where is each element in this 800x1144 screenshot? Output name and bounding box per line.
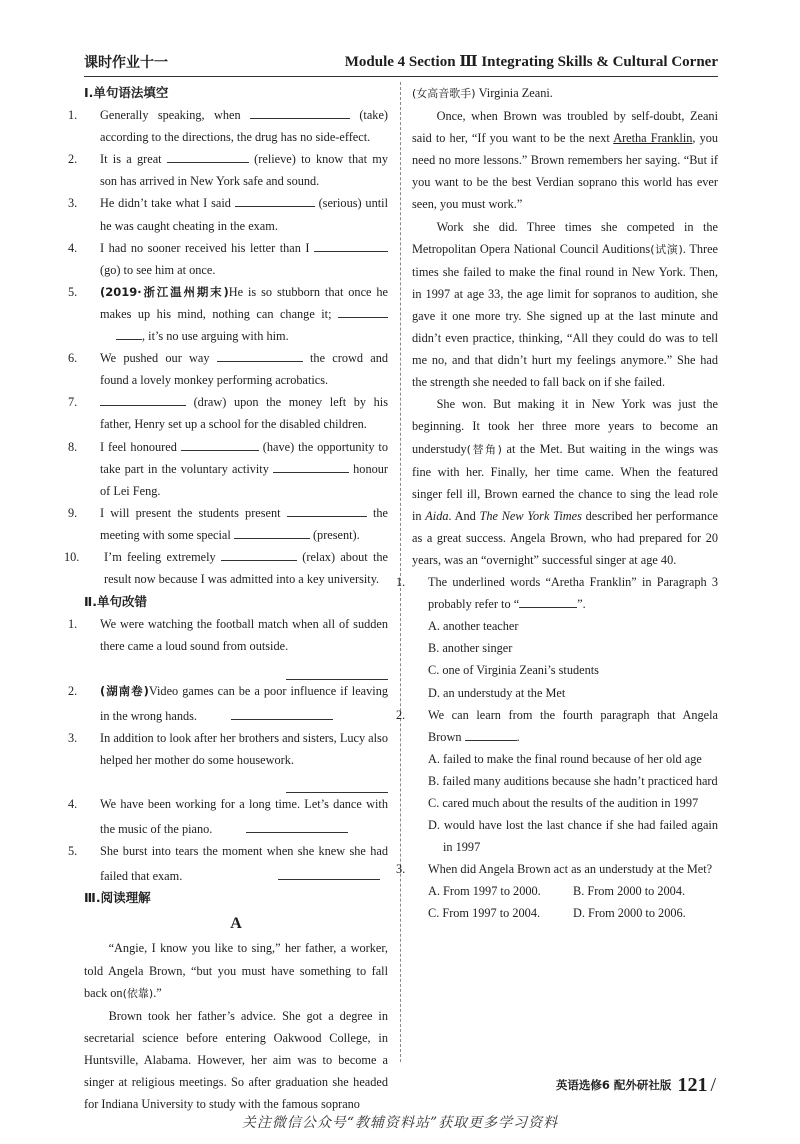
answer-line[interactable] [286, 657, 388, 679]
answer-blank[interactable] [234, 525, 310, 539]
question-number: 3. [396, 862, 406, 877]
answer-blank[interactable] [314, 238, 388, 252]
text-run: described her performance as a great success. Angela Brown, who had prepared for 20 years, was an “overnight” successful singer at age 40. [412, 508, 718, 567]
answer-line[interactable] [286, 771, 388, 793]
option-d[interactable]: D. would have lost the last chance if she had failed again in 1997 [428, 818, 718, 855]
text-run: . And [448, 508, 480, 523]
correction-question-2: 2. (湖南卷)Video games can be a poor influence if leaving in the wrong hands. [68, 683, 388, 723]
text-run: , you need no more lessons.” Brown remembers her saying. “But if you want to be the best Verdian soprano this world has ever seen, you must work.” [412, 131, 719, 212]
answer-blank[interactable] [167, 149, 249, 163]
correction-question-1: 1. We were watching the football match when all of sudden there came a loud sound from outside. [68, 617, 388, 654]
question-source: (湖南卷) [100, 683, 149, 698]
passage-paragraph-1: “Angie, I know you like to sing,” her father, a worker, told Angela Brown, “but you must have something to fall back on(依靠).” [84, 941, 388, 1000]
answer-line[interactable] [246, 815, 348, 833]
passage-paragraph-2-continued [412, 82, 718, 105]
answer-blank[interactable] [221, 547, 297, 561]
answer-blank[interactable] [519, 594, 577, 608]
answer-blank[interactable] [273, 459, 349, 473]
section-2-title: Ⅱ.单句改错 [84, 594, 147, 610]
text-run: Work she did. Three times she competed in the Metropolitan Opera National Council Auditions [412, 219, 718, 256]
section-1-title: Ⅰ.单句语法填空 [84, 85, 169, 100]
text-run: Once, when Brown was troubled by self-doubt, Zeani said to her, “If you want to be the next [412, 109, 718, 146]
answer-line[interactable] [231, 702, 333, 720]
right-column [396, 82, 719, 925]
chinese-gloss: (女高音歌手) [412, 87, 476, 100]
grammar-question-4: 4. I had no sooner received his letter than I (go) to see him at once. [84, 237, 388, 281]
section-3-title: Ⅲ.阅读理解 [84, 890, 151, 906]
grammar-question-8: 8. I feel honoured (have) the opportunity to take part in the voluntary activity honour of Lei Feng. [84, 436, 388, 502]
underlined-phrase: Aretha Franklin [613, 131, 693, 146]
answer-blank[interactable] [235, 193, 315, 207]
grammar-question-3: 3. He didn’t take what I said (serious) until he was caught cheating in the exam. [84, 192, 388, 236]
option-c[interactable]: C. From 1997 to 2004. [428, 906, 541, 921]
question-source: (2019·浙江温州期末) [100, 284, 229, 299]
options-row-2 [412, 902, 718, 924]
grammar-question-5: 5. (2019·浙江温州期末)He is so stubborn that once he makes up his mind, nothing can change it; , it’s no use arguing with him. [68, 284, 389, 344]
answer-blank[interactable] [287, 503, 367, 517]
passage-paragraph-4 [412, 216, 718, 394]
answer-line[interactable] [278, 862, 380, 880]
passage-paragraph-5 [412, 393, 718, 571]
grammar-question-1: 1. Generally speaking, when (take) according to the directions, the drug has no side-effect. [84, 104, 388, 148]
page-mark: / [710, 1073, 716, 1096]
reading-question-3 [396, 858, 718, 880]
option-c[interactable]: C. one of Virginia Zeani’s students [428, 663, 599, 678]
answer-blank[interactable] [217, 348, 303, 362]
options-row-1 [412, 880, 718, 902]
reading-question-2 [396, 704, 718, 748]
text-run: . [516, 729, 520, 744]
book-edition: 英语选修6 配外研社版 [555, 1078, 672, 1092]
option-a[interactable]: A. From 1997 to 2000. [428, 884, 541, 899]
option-b[interactable]: B. failed many auditions because she hadn’t practiced hard [428, 773, 718, 788]
newspaper-title: The New York Times [479, 508, 582, 523]
reading-question-1 [396, 571, 718, 615]
page-header [84, 52, 718, 74]
option-a[interactable]: A. another teacher [428, 619, 519, 634]
text-run: . Three times she failed to make the final round in New York. Then, in 1997 at age 33, the age limit for sopranos to audition, she gave it one more try. She signed up at the last minute and didn’t even practice, thinking, “All they could do was to tell me no, and that didn’t hurt my feelings anymore.” She had the strength she needed to fall back on if she failed. [412, 241, 718, 390]
module-section-title: Module 4 Section Ⅲ Integrating Skills & Cultural Corner [344, 54, 718, 70]
chinese-gloss: (替角) [466, 442, 502, 456]
passage-label: A [230, 915, 242, 933]
correction-question-5: 5. She burst into tears the moment when she knew she had failed that exam. [68, 844, 388, 884]
option-b[interactable]: B. another singer [428, 641, 513, 656]
answer-blank[interactable] [100, 392, 186, 406]
text-run: Virginia Zeani. [475, 86, 553, 100]
option-d[interactable]: D. an understudy at the Met [428, 685, 566, 700]
grammar-question-10: 10. I’m feeling extremely (relax) about the result now because I was admitted into a key university. [84, 546, 388, 590]
page-number: 121 [677, 1073, 708, 1096]
grammar-question-6: 6. We pushed our way the crowd and found a lovely monkey performing acrobatics. [84, 347, 388, 391]
text-run: at the Met. But waiting in the wings was fine with her. Finally, her time came. When the featured singer fell ill, Brown earned the chance to sing the lead role in [412, 441, 718, 523]
question-number: 2. [396, 707, 406, 722]
opera-title: Aida [425, 508, 449, 523]
left-column [64, 82, 389, 1115]
answer-blank[interactable] [250, 105, 350, 119]
grammar-question-9: 9. I will present the students present the meeting with some special (present). [84, 502, 388, 546]
page-footer [556, 1073, 716, 1097]
passage-paragraph-3 [412, 105, 718, 215]
text-run: She won. But making it in New York was just the beginning. It took her three more years to become an understudy [412, 397, 718, 456]
grammar-question-2: 2. It is a great (relieve) to know that my son has arrived in New York safe and sound. [84, 148, 388, 192]
question-number: 1. [396, 575, 406, 590]
passage-paragraph-2: Brown took her father’s advice. She got a degree in secretarial science before entering Oakwood College, in Huntsville, Alabama. However, her aim was to become a singer at religious meetings. So after graduation she headed for Indiana University to study with the famous soprano [84, 1008, 388, 1112]
question-stem: We can learn from the fourth paragraph that Angela Brown [428, 707, 718, 744]
header-rule [84, 76, 718, 77]
chinese-gloss: (试演) [650, 242, 683, 256]
grammar-question-7: 7. (draw) upon the money left by his father, Henry set up a school for the disabled children. [84, 391, 388, 435]
answer-blank[interactable] [465, 727, 517, 741]
option-c[interactable]: C. cared much about the results of the audition in 1997 [428, 796, 699, 810]
option-d[interactable]: D. From 2000 to 2006. [573, 906, 686, 921]
option-a[interactable]: A. failed to make the final round because of her old age [428, 751, 702, 766]
option-b[interactable]: B. From 2000 to 2004. [573, 884, 686, 899]
answer-blank[interactable] [181, 437, 259, 451]
question-stem: When did Angela Brown act as an understudy at the Met? [428, 862, 713, 877]
correction-question-3: 3. In addition to look after her brothers and sisters, Lucy also helped her mother do some housework. [68, 730, 388, 767]
question-stem: The underlined words “Aretha Franklin” in Paragraph 3 probably refer to “ [428, 575, 718, 612]
answer-blank-continued[interactable] [116, 326, 142, 340]
correction-question-4: 4. We have been working for a long time. Let’s dance with the music of the piano. [68, 797, 388, 837]
answer-blank[interactable] [338, 304, 388, 318]
homework-title: 课时作业十一 [84, 55, 168, 71]
text-run: ”. [577, 597, 586, 612]
watermark-text: 关注微信公众号“教辅资料站”获取更多学习资料 [241, 1115, 559, 1131]
